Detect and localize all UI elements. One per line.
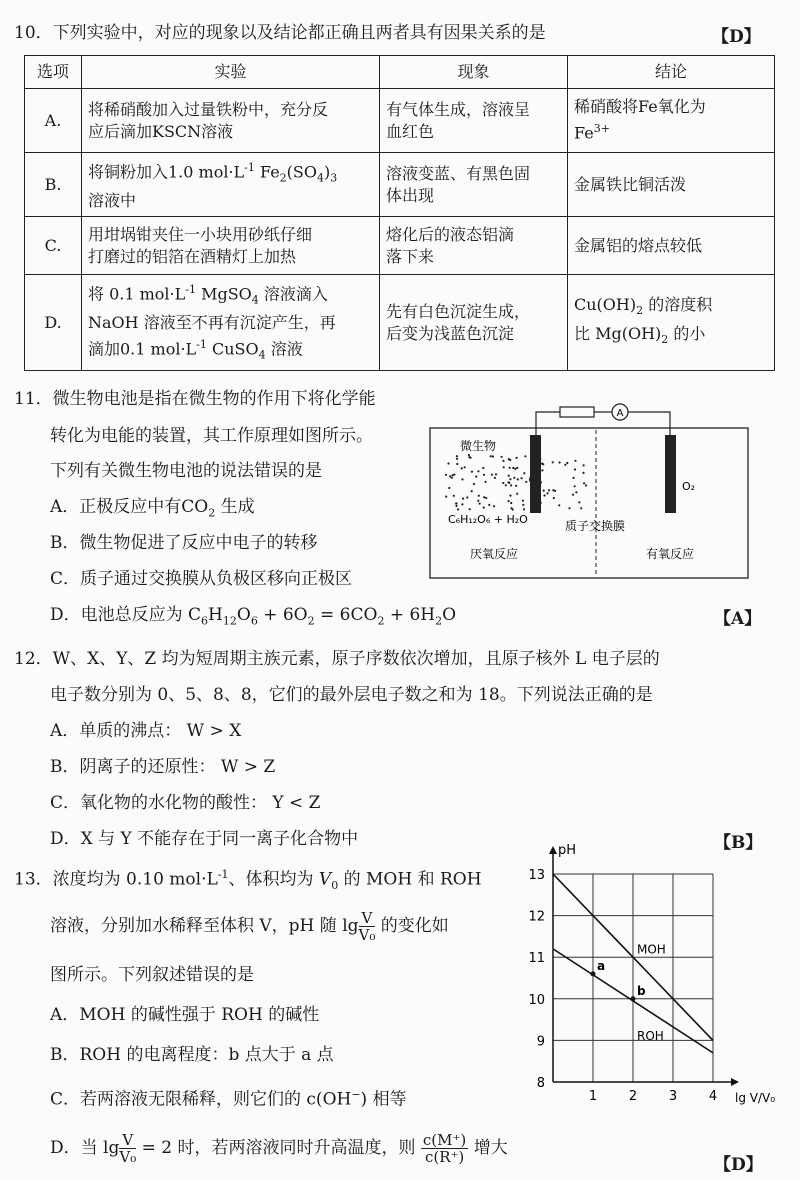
microbe-dot	[493, 505, 495, 507]
q11-option-d: D．电池总反应为 $C_6H_{12}O_6 + 6O_2 = 6CO_2 + 6H_2O$	[50, 605, 457, 628]
q13-option-a: A．MOH 的碱性强于 ROH 的碱性	[50, 1005, 320, 1025]
microbe-dot	[502, 460, 504, 462]
microbe-dots	[445, 454, 587, 511]
q12-option-a: A．单质的沸点： W > X	[50, 721, 242, 741]
microbe-dot	[583, 464, 585, 466]
microbe-dot	[505, 484, 507, 486]
q13-option-b: B．ROH 的电离程度：b 点大于 a 点	[50, 1045, 334, 1065]
header-phenomenon: 现象	[380, 56, 568, 89]
microbe-dot	[540, 502, 542, 504]
y-tick-label: 11	[528, 951, 545, 967]
series-label-moh: MOH	[637, 942, 666, 957]
table-row	[25, 275, 775, 371]
q13-stem-2: 溶液，分别加水稀释至体积 V，pH 随 lg $\frac{V}{\text{V₀}}$ 的变化如	[50, 909, 449, 944]
chart-labels	[528, 843, 775, 1105]
row-phenomenon: 熔化后的液态铝滴 落下来	[380, 217, 568, 275]
microbe-dot	[585, 484, 587, 486]
q11-stem-2: 转化为电能的装置，其工作原理如图所示。	[50, 426, 373, 446]
microbe-dot	[507, 481, 509, 483]
x-tick-label: 3	[668, 1089, 678, 1104]
ammeter-label: A	[616, 408, 624, 419]
y-tick-label: 12	[528, 909, 545, 925]
microbe-dot	[539, 462, 541, 464]
microbe-dot	[540, 481, 542, 483]
microbe-dot	[523, 508, 525, 510]
microbe-dot	[468, 456, 470, 458]
microbe-dot	[451, 474, 453, 476]
row-phenomenon: 溶液变蓝、有黑色固 体出现	[380, 153, 568, 217]
microbe-dot	[548, 489, 550, 491]
microbe-dot	[510, 484, 512, 486]
q11-option-c: C．质子通过交换膜从负极区移向正极区	[50, 569, 353, 589]
microbe-dot	[447, 462, 449, 464]
microbe-dot	[541, 469, 543, 471]
microbe-dot	[578, 501, 580, 503]
anode-electrode	[530, 435, 541, 513]
fraction-v-v0-d: $\frac{V}{\text{V₀}}$	[119, 1131, 137, 1166]
microbe-dot	[575, 491, 577, 493]
row-conclusion: $Cu(OH)_2$ 的溶度积 比 $Mg(OH)_2$ 的小	[568, 275, 775, 371]
microbe-dot	[455, 502, 457, 504]
y-tick-label: 9	[536, 1034, 545, 1050]
microbe-dot	[564, 464, 566, 466]
microbe-label: 微生物	[460, 439, 497, 453]
y-tick-label: 13	[528, 868, 545, 883]
row-experiment: 将稀硝酸加入过量铁粉中，充分反 应后滴加KSCN溶液	[82, 89, 380, 153]
microbe-dot	[473, 483, 475, 485]
microbe-dot	[478, 495, 480, 497]
row-experiment: 将 0.1 $mol\cdot L^{-1}$ MgSO$_4$ 溶液滴入 NaOH 溶液至不再有沉淀产生，再 滴加0.1 $mol\cdot L^{-1}$ CuSO$_4$ 溶液	[82, 275, 380, 371]
microbe-dot	[522, 500, 524, 502]
microbe-dot	[536, 500, 538, 502]
microbe-dot	[524, 455, 526, 457]
microbe-dot	[572, 494, 574, 496]
microbe-dot	[552, 461, 554, 463]
row-option: C.	[25, 217, 82, 275]
microbe-dot	[509, 478, 511, 480]
table-row	[25, 89, 775, 153]
microbe-dot	[485, 497, 487, 499]
header-option: 选项	[25, 56, 82, 89]
header-conclusion: 结论	[568, 56, 775, 89]
table-header-row	[25, 56, 775, 89]
q10-stem: 10．下列实验中，对应的现象以及结论都正确且两者具有因果关系的是	[14, 23, 546, 43]
q12-answer: 【B】	[714, 833, 763, 853]
table-row	[25, 217, 775, 275]
row-conclusion: 稀硝酸将Fe氧化为 $Fe^{3+}$	[568, 89, 775, 153]
microbe-dot	[512, 508, 514, 510]
row-phenomenon: 有气体生成，溶液呈 血红色	[380, 89, 568, 153]
microbe-dot	[574, 460, 576, 462]
row-option: A.	[25, 89, 82, 153]
point-label-b: b	[637, 983, 646, 998]
q11-answer: 【A】	[714, 609, 762, 629]
microbe-dot	[457, 508, 459, 510]
x-tick-label: 2	[628, 1089, 638, 1104]
row-option: B.	[25, 153, 82, 217]
microbe-dot	[512, 467, 514, 469]
q12-option-b: B．阴离子的还原性： W > Z	[50, 757, 276, 777]
q13-option-d: D．当 lg $\frac{V}{\text{V₀}}$ = 2 时，若两溶液同时升高温度，则 $\frac{c(M^+)}{c(R^+)}$ 增大	[50, 1131, 508, 1166]
q13-stem-3: 图所示。下列叙述错误的是	[50, 965, 254, 985]
table-row	[25, 153, 775, 217]
microbe-dot	[509, 495, 511, 497]
microbe-dot	[516, 467, 518, 469]
microbe-dot	[501, 456, 503, 458]
cathode-electrode	[665, 435, 676, 513]
microbe-dot	[483, 474, 485, 476]
microbe-dot	[552, 489, 554, 491]
microbe-dot	[574, 468, 576, 470]
q11-stem-3: 下列有关微生物电池的说法错误的是	[50, 461, 322, 481]
microbial-cell-diagram	[420, 390, 760, 585]
fraction-cm-cr: $\frac{c(M^+)}{c(R^+)}$	[422, 1131, 467, 1166]
microbe-dot	[558, 504, 560, 506]
microbe-dot	[475, 476, 477, 478]
microbe-dot	[517, 478, 519, 480]
row-experiment: 将铜粉加入1.0 $mol\cdot L^{-1}$ $Fe_2(SO_4)_3$ 溶液中	[82, 153, 380, 217]
microbe-dot	[483, 496, 485, 498]
header-experiment: 实验	[82, 56, 380, 89]
microbe-dot	[522, 504, 524, 506]
microbe-dot	[483, 507, 485, 509]
o2-label: O₂	[682, 480, 696, 493]
microbe-dot	[477, 470, 479, 472]
microbe-dot	[508, 475, 510, 477]
microbe-dot	[510, 502, 512, 504]
microbe-dot	[456, 463, 458, 465]
microbe-dot	[521, 477, 523, 479]
microbe-dot	[491, 474, 493, 476]
microbe-dot	[477, 500, 479, 502]
data-point-b	[631, 996, 636, 1001]
chart-axes	[549, 846, 739, 1086]
q11-stem-1: 11．微生物电池是指在微生物的作用下将化学能	[14, 389, 376, 409]
microbe-dot	[456, 455, 458, 457]
microbe-dot	[455, 505, 457, 507]
microbe-dot	[462, 498, 464, 500]
microbe-dot	[449, 475, 451, 477]
microbe-dot	[525, 481, 527, 483]
q13-option-c: C．若两溶液无限稀释，则它们的 c(OH−) 相等	[50, 1088, 407, 1110]
q11-option-a: A．正极反应中有$CO_2$ 生成	[50, 497, 255, 520]
microbe-dot	[468, 454, 470, 456]
microbe-dot	[461, 478, 463, 480]
microbe-dot	[515, 485, 517, 487]
circuit-wire	[536, 412, 670, 452]
microbe-dot	[461, 503, 463, 505]
microbe-dot	[492, 455, 494, 457]
microbe-dot	[539, 458, 541, 460]
microbe-dot	[516, 457, 518, 459]
microbe-dot	[488, 504, 490, 506]
microbe-dot	[494, 477, 496, 479]
microbe-dot	[482, 467, 484, 469]
microbe-dot	[580, 507, 582, 509]
q13-answer: 【D】	[714, 1155, 763, 1175]
microbe-dot	[583, 482, 585, 484]
aerobic-label: 有氧反应	[646, 547, 695, 561]
q13-stem-1: 13．浓度均为 0.10 $mol\cdot L^{-1}$、体积均为 $V_0$ 的 MOH 和 ROH	[14, 868, 482, 893]
q10-table	[24, 55, 775, 371]
microbe-dot	[546, 492, 548, 494]
microbe-dot	[574, 485, 576, 487]
q12-option-c: C．氧化物的水化物的酸性： Y < Z	[50, 793, 321, 813]
microbe-dot	[529, 480, 531, 482]
anaerobic-label: 厌氧反应	[470, 547, 519, 561]
microbe-dot	[461, 467, 463, 469]
microbe-dot	[516, 493, 518, 495]
x-axis-label: lg V/V₀	[735, 1091, 776, 1105]
row-conclusion: 金属铁比铜活泼	[568, 153, 775, 217]
microbe-dot	[464, 466, 466, 468]
y-axis-arrow	[549, 846, 557, 854]
microbe-dot	[582, 472, 584, 474]
microbe-dot	[523, 472, 525, 474]
row-option: D.	[25, 275, 82, 371]
microbe-dot	[508, 458, 510, 460]
y-axis-label: pH	[558, 843, 577, 858]
resistor	[560, 407, 594, 417]
x-tick-label: 1	[588, 1089, 598, 1104]
microbe-dot	[539, 475, 541, 477]
microbe-dot	[568, 507, 570, 509]
microbe-dot	[471, 490, 473, 492]
microbe-dot	[572, 477, 574, 479]
microbe-dot	[508, 500, 510, 502]
membrane-label: 质子交换膜	[565, 519, 626, 533]
microbe-dot	[453, 495, 455, 497]
microbe-dot	[502, 482, 504, 484]
microbe-dot	[503, 466, 505, 468]
q11-option-b: B．微生物促进了反应中电子的转移	[50, 533, 318, 553]
microbe-dot	[534, 459, 536, 461]
q12-stem-1: 12．W、X、Y、Z 均为短周期主族元素，原子序数依次增加，且原子核外 L 电子层的	[14, 649, 660, 669]
microbe-dot	[479, 503, 481, 505]
row-conclusion: 金属铝的熔点较低	[568, 217, 775, 275]
point-label-a: a	[597, 958, 606, 973]
microbe-dot	[445, 474, 447, 476]
microbe-dot	[469, 508, 471, 510]
row-experiment: 用坩埚钳夹住一小块用砂纸仔细 打磨过的铝箔在酒精灯上加热	[82, 217, 380, 275]
microbe-dot	[513, 477, 515, 479]
glucose-label: C₆H₁₂O₆ + H₂O	[448, 513, 528, 526]
microbe-dot	[543, 494, 545, 496]
microbe-dot	[566, 462, 568, 464]
chart-grid	[553, 874, 713, 1082]
microbe-dot	[559, 461, 561, 463]
microbe-dot	[542, 463, 544, 465]
microbe-dot	[448, 487, 450, 489]
microbe-dot	[471, 471, 473, 473]
q12-stem-2: 电子数分别为 0、5、8、8，它们的最外层电子数之和为 18。下列说法正确的是	[50, 685, 653, 705]
microbe-dot	[495, 473, 497, 475]
microbe-dot	[456, 458, 458, 460]
row-phenomenon: 先有白色沉淀生成， 后变为浅蓝色沉淀	[380, 275, 568, 371]
y-tick-label: 8	[536, 1076, 545, 1091]
microbe-dot	[531, 476, 533, 478]
microbe-dot	[451, 477, 453, 479]
fraction-v-v0: $\frac{V}{\text{V₀}}$	[358, 909, 376, 944]
data-point-a	[591, 971, 596, 976]
microbe-dot	[490, 455, 492, 457]
series-label-roh: ROH	[637, 1029, 664, 1044]
q12-option-d: D．X 与 Y 不能存在于同一离子化合物中	[50, 829, 359, 849]
microbe-dot	[543, 490, 545, 492]
q10-answer: 【D】	[712, 27, 761, 47]
microbe-dot	[466, 496, 468, 498]
x-tick-label: 4	[708, 1089, 718, 1104]
x-axis-arrow	[731, 1078, 739, 1086]
microbe-dot	[445, 496, 447, 498]
microbe-dot	[484, 481, 486, 483]
microbe-dot	[553, 497, 555, 499]
y-tick-label: 10	[528, 992, 545, 1008]
ph-dilution-chart	[525, 840, 795, 1120]
microbe-dot	[514, 468, 516, 470]
microbe-dot	[509, 467, 511, 469]
